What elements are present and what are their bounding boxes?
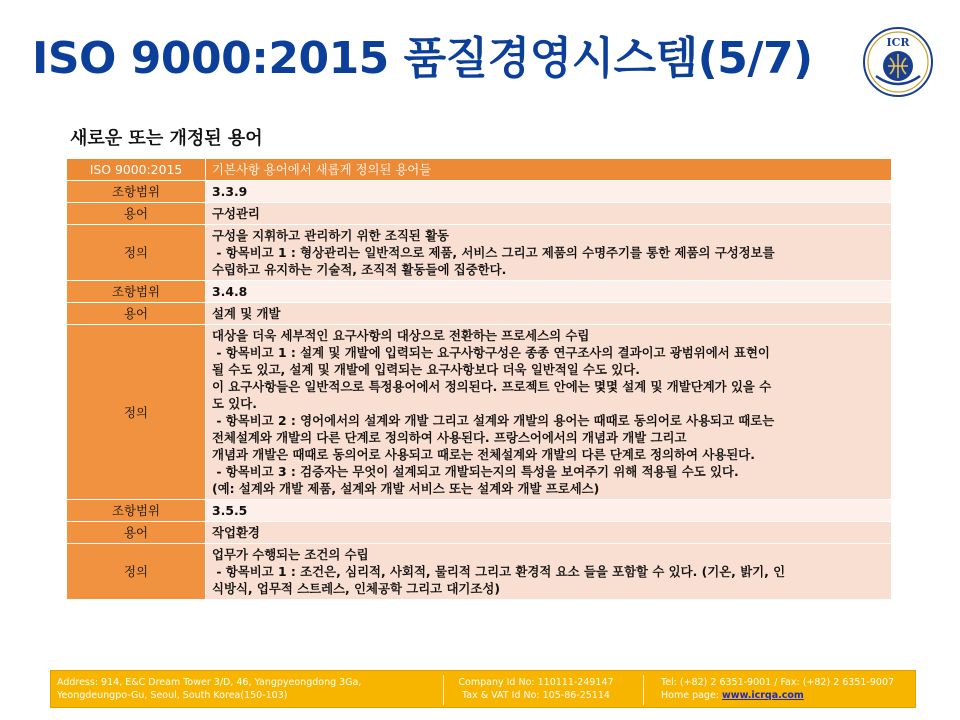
value-line: 3.3.9: [212, 184, 248, 199]
table-row: [67, 500, 892, 522]
homepage-link[interactable]: www.icrqa.com: [722, 690, 804, 701]
value-line: 설계 및 개발: [212, 306, 281, 321]
value-line: 구성을 지휘하고 관리하기 위한 조직된 활동: [212, 228, 450, 243]
homepage-label: Home page:: [661, 690, 723, 701]
value-line: 업무가 수행되는 조건의 수립: [212, 547, 369, 562]
footer-bar: [50, 670, 916, 708]
value-line: 전체설계와 개발의 다른 단계로 정의하여 사용된다. 프랑스어에서의 개념과 개발 그리고: [212, 430, 687, 445]
value-line: 식방식, 업무적 스트레스, 인체공학 그리고 대기조성): [212, 581, 501, 596]
row-value-cell: [206, 225, 892, 281]
table-row: [67, 544, 892, 600]
row-value-cell: [206, 544, 892, 600]
value-line: 대상을 더욱 세부적인 요구사항의 대상으로 전환하는 프로세스의 수립: [212, 328, 590, 343]
value-line: 3.5.5: [212, 503, 248, 518]
value-line: 될 수도 있고, 설계 및 개발에 입력되는 요구사항보다 더욱 일반적일 수도 있다.: [212, 362, 640, 377]
footer-divider: [443, 675, 444, 705]
row-label-cell: 용어: [67, 203, 206, 225]
value-line: - 항목비고 2 : 영어에서의 설계와 개발 그리고 설계와 개발의 용어는 때때로 동의어로 사용되고 때로는: [212, 413, 775, 428]
footer-tax-id: Tax & VAT Id No: 105-86-25114: [462, 690, 610, 701]
row-label-cell: 정의: [67, 544, 206, 600]
value-line: 3.4.8: [212, 284, 248, 299]
row-value-cell: [206, 500, 892, 522]
row-label-cell: 조항범위: [67, 281, 206, 303]
value-line: 도 있다.: [212, 396, 257, 411]
table-header-row: [67, 159, 892, 181]
value-line: 개념과 개발은 때때로 동의어로 사용되고 때로는 전체설계와 개발의 다른 단계로 정의하여 사용된다.: [212, 447, 755, 462]
footer-address-line: Address: 914, E&C Dream Tower 3/D, 46, Yangpyeongdong 3Ga,: [57, 677, 362, 688]
footer-company-id: Company Id No: 110111-249147: [458, 677, 614, 688]
value-line: 수립하고 유지하는 기술적, 조직적 활동들에 집중한다.: [212, 262, 507, 277]
footer-contact: [661, 676, 913, 702]
value-line: - 항목비고 1 : 조건은, 심리적, 사회적, 물리적 그리고 환경적 요소 들을 포함할 수 있다. (기온, 밝기, 인: [212, 564, 786, 579]
header-label-cell: ISO 9000:2015: [67, 159, 206, 181]
row-label-cell: 용어: [67, 522, 206, 544]
row-label-cell: 용어: [67, 303, 206, 325]
value-line: - 항목비고 1 : 설계 및 개발에 입력되는 요구사항구성은 종종 연구조사의 결과이고 광범위에서 표현이: [212, 345, 770, 360]
footer-divider: [643, 675, 644, 705]
value-line: 작업환경: [212, 525, 260, 540]
row-value-cell: [206, 281, 892, 303]
footer-address-line: Yeongdeungpo-Gu, Seoul, South Korea(150-103): [57, 690, 288, 701]
value-line: 구성관리: [212, 206, 260, 221]
footer-address: [57, 676, 427, 702]
header-value-cell: 기본사항 용어에서 새롭게 정의된 용어들: [206, 159, 892, 181]
logo-text: ICR: [886, 36, 910, 49]
footer-tel-fax: Tel: (+82) 2 6351-9001 / Fax: (+82) 2 6351-9007: [661, 677, 895, 688]
table-row: [67, 522, 892, 544]
page-title: ISO 9000:2015 품질경영시스템(5/7): [32, 33, 813, 84]
table-row: [67, 181, 892, 203]
value-line: (예: 설계와 개발 제품, 설계와 개발 서비스 또는 설계와 개발 프로세스): [212, 481, 600, 496]
value-line: - 항목비고 3 : 검증자는 무엇이 설계되고 개발되는지의 특성을 보여주기 위해 적용될 수도 있다.: [212, 464, 739, 479]
row-label-cell: 정의: [67, 225, 206, 281]
row-label-cell: 정의: [67, 325, 206, 500]
row-label-cell: 조항범위: [67, 500, 206, 522]
value-line: 이 요구사항들은 일반적으로 특정용어에서 정의된다. 프로젝트 안에는 몇몇 설계 및 개발단계가 있을 수: [212, 379, 772, 394]
row-value-cell: [206, 522, 892, 544]
table-row: [67, 225, 892, 281]
row-value-cell: [206, 303, 892, 325]
row-value-cell: [206, 325, 892, 500]
table-body: [67, 181, 892, 600]
row-value-cell: [206, 181, 892, 203]
value-line: - 항목비고 1 : 형상관리는 일반적으로 제품, 서비스 그리고 제품의 수명주기를 통한 제품의 구성정보를: [212, 245, 775, 260]
table-row: [67, 303, 892, 325]
icr-logo: [862, 26, 934, 98]
section-subtitle: 새로운 또는 개정된 용어: [70, 128, 263, 149]
footer-homepage: [661, 689, 913, 702]
table-row: [67, 325, 892, 500]
terms-table: [66, 158, 892, 600]
row-value-cell: [206, 203, 892, 225]
table-row: [67, 203, 892, 225]
footer-company: [451, 676, 621, 702]
table-row: [67, 281, 892, 303]
row-label-cell: 조항범위: [67, 181, 206, 203]
